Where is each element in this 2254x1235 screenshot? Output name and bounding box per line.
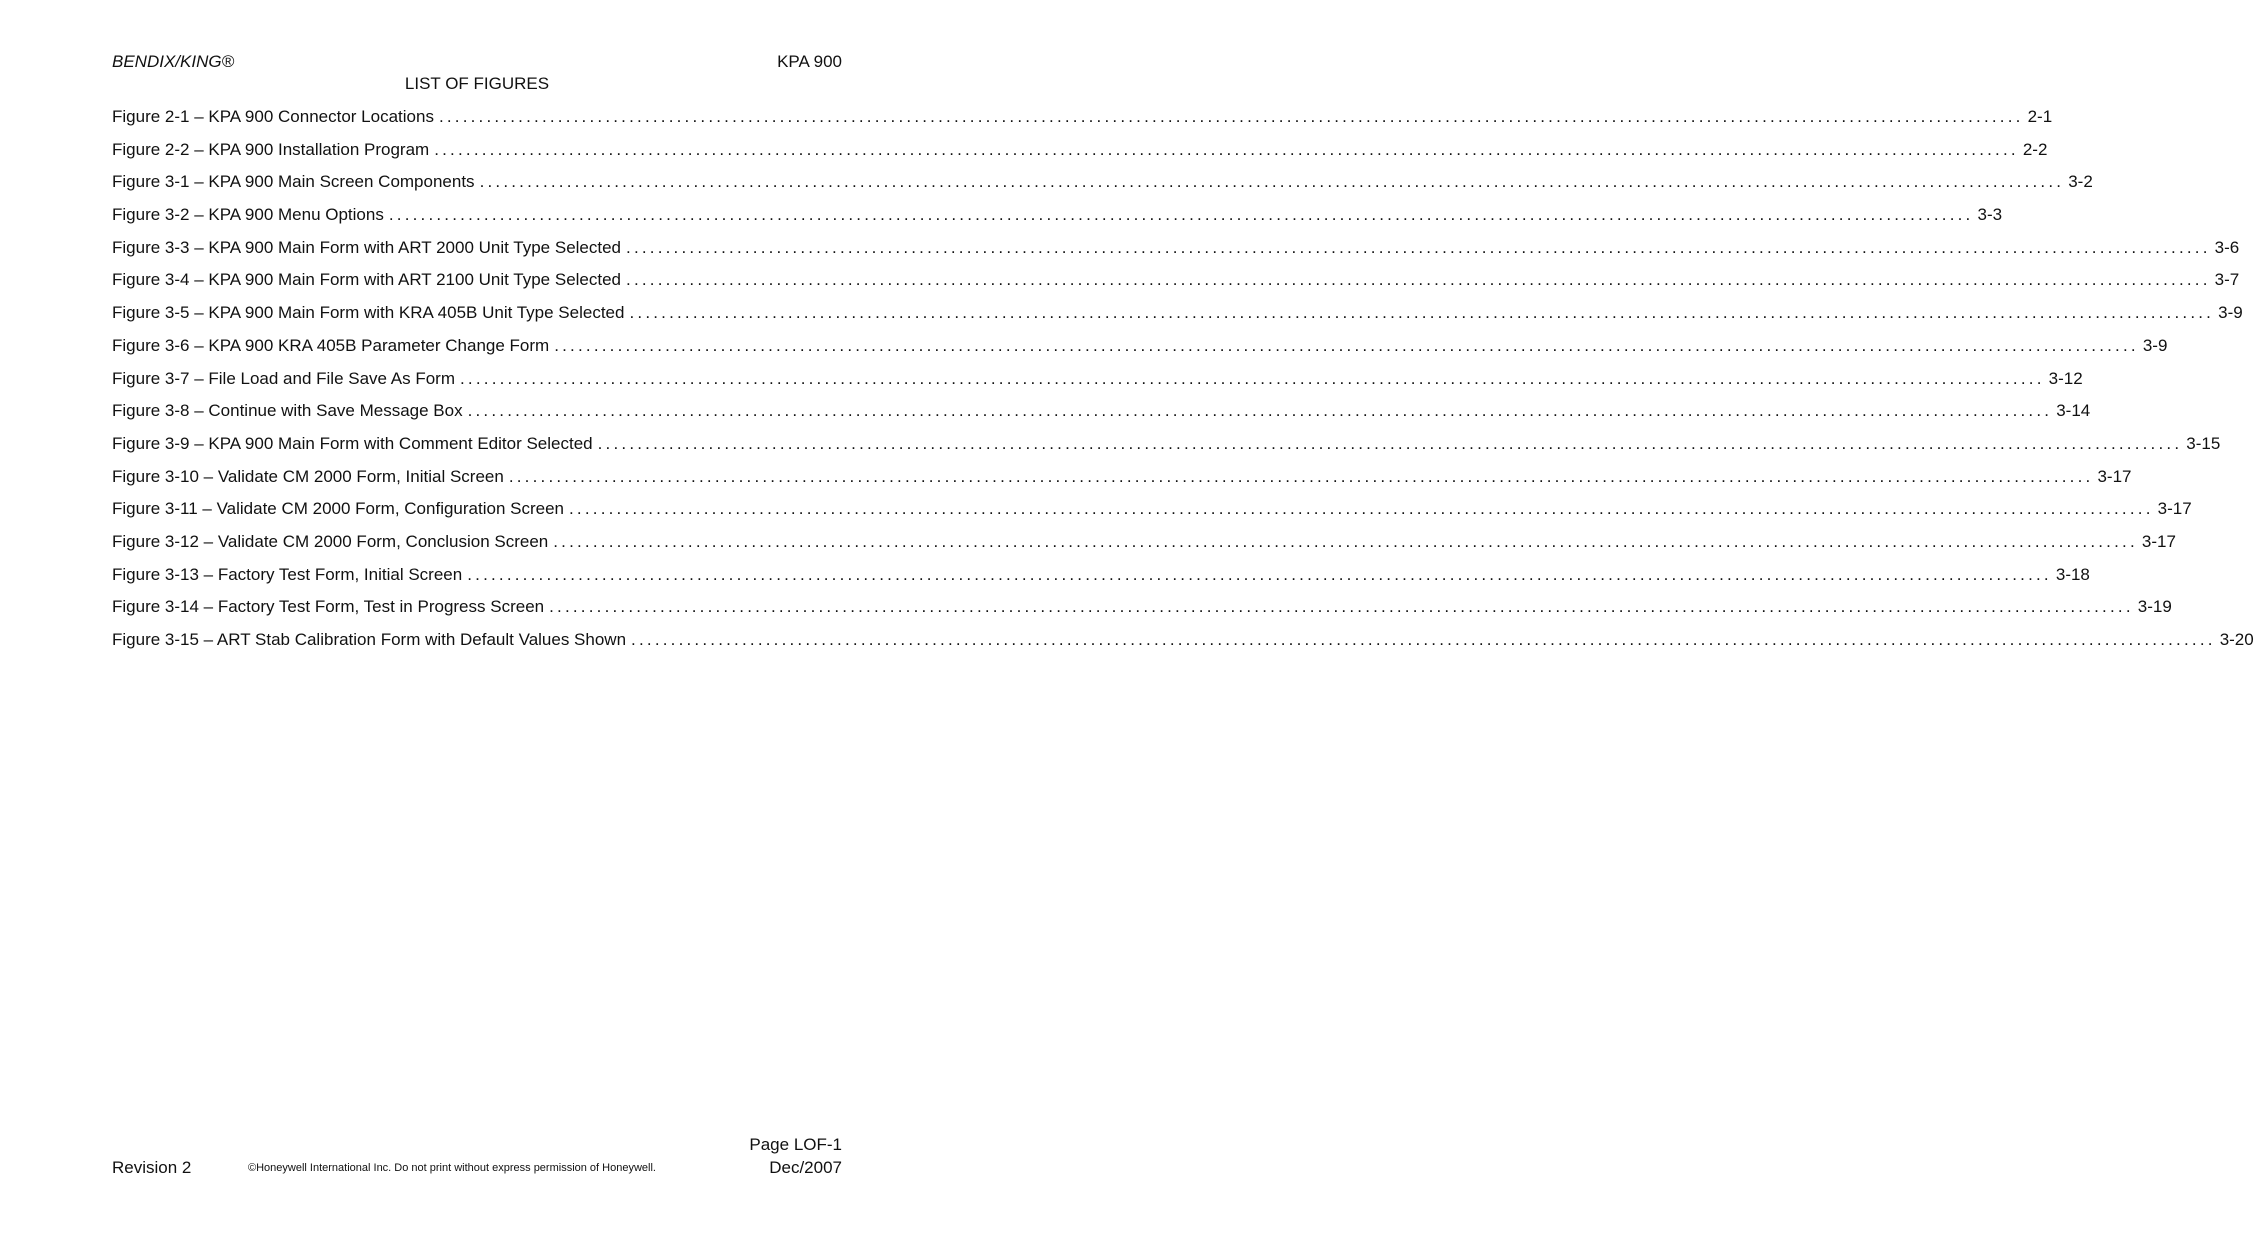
figure-title: Figure 3-7 – File Load and File Save As Form [112,368,455,388]
list-item[interactable] [112,499,2192,532]
list-item[interactable] [112,597,2172,630]
list-item[interactable] [112,564,2090,598]
footer-page-number: Page LOF-1 [749,1135,842,1154]
footer-revision: Revision 2 [112,1158,192,1177]
figure-title: Figure 2-2 – KPA 900 Installation Program [112,139,430,159]
figure-title: Figure 2-1 – KPA 900 Connector Locations [112,107,434,126]
list-item[interactable] [112,270,2240,303]
figure-page-number: 3-17 [2141,531,2176,551]
dot-leader: ........................................................................................................................................................................................................ [549,597,2134,617]
dot-leader: ........................................................................................................................................................................................................ [631,630,2216,649]
figure-page-number: 3-12 [2048,368,2083,388]
list-item[interactable] [112,466,2132,500]
figure-page-number: 3-17 [2097,466,2132,486]
list-item[interactable] [112,303,2243,336]
figure-title: Figure 3-1 – KPA 900 Main Screen Components [112,172,475,192]
dot-leader: ........................................................................................................................................................................................................ [434,139,2019,159]
figure-title: Figure 3-15 – ART Stab Calibration Form with Default Values Shown [112,630,627,649]
list-item[interactable] [112,531,2176,565]
list-of-figures [112,107,2254,663]
figure-title: Figure 3-8 – Continue with Save Message Box [112,401,463,421]
figure-title: Figure 3-13 – Factory Test Form, Initial Screen [112,564,463,584]
figure-title: Figure 3-14 – Factory Test Form, Test in Progress Screen [112,597,545,617]
figure-page-number: 3-14 [2056,401,2091,421]
figure-title: Figure 3-10 – Validate CM 2000 Form, Initial Screen [112,466,504,486]
figure-title: Figure 3-3 – KPA 900 Main Form with ART 2000 Unit Type Selected [112,237,622,257]
list-item[interactable] [112,139,2048,173]
dot-leader: ........................................................................................................................................................................................................ [467,564,2052,584]
footer-copyright: ©Honeywell International Inc. Do not print without express permission of Honeywell. [248,1162,656,1174]
header-product: KPA 900 [777,52,842,71]
figure-page-number: 3-20 [2219,630,2254,649]
figure-page-number: 3-9 [2218,303,2243,323]
figure-page-number: 3-2 [2068,172,2093,192]
figure-title: Figure 3-12 – Validate CM 2000 Form, Conclusion Screen [112,531,549,551]
dot-leader: ........................................................................................................................................................................................................ [626,237,2211,257]
figure-page-number: 2-1 [2027,107,2053,126]
figure-page-number: 3-7 [2214,270,2240,290]
figure-page-number: 3-3 [1977,205,2003,225]
figure-page-number: 3-15 [2186,433,2221,453]
figure-page-number: 3-17 [2157,499,2192,519]
footer-date: Dec/2007 [769,1158,842,1177]
figure-title: Figure 3-9 – KPA 900 Main Form with Comment Editor Selected [112,433,593,453]
list-item[interactable] [112,401,2091,434]
figure-page-number: 3-19 [2137,597,2172,617]
dot-leader: ........................................................................................................................................................................................................ [554,335,2139,355]
dot-leader: ........................................................................................................................................................................................................ [508,466,2094,486]
list-item[interactable] [112,630,2254,663]
figure-title: Figure 3-11 – Validate CM 2000 Form, Configuration Screen [112,499,564,519]
figure-title: Figure 3-2 – KPA 900 Menu Options [112,205,384,225]
dot-leader: ........................................................................................................................................................................................................ [629,303,2215,323]
list-item[interactable] [112,433,2221,467]
dot-leader: ........................................................................................................................................................................................................ [467,401,2053,421]
figure-page-number: 2-2 [2022,139,2048,159]
figure-title: Figure 3-6 – KPA 900 KRA 405B Parameter Change Form [112,335,550,355]
dot-leader: ........................................................................................................................................................................................................ [553,531,2138,551]
dot-leader: ........................................................................................................................................................................................................ [388,205,1974,225]
figure-page-number: 3-6 [2214,237,2240,257]
figure-page-number: 3-9 [2142,335,2168,355]
dot-leader: ........................................................................................................................................................................................................ [479,172,2065,192]
list-item[interactable] [112,368,2083,402]
dot-leader: ........................................................................................................................................................................................................ [569,499,2154,519]
page-title: LIST OF FIGURES [404,74,550,93]
dot-leader: ........................................................................................................................................................................................................ [597,433,2183,453]
dot-leader: ........................................................................................................................................................................................................ [460,368,2045,388]
figure-title: Figure 3-4 – KPA 900 Main Form with ART 2100 Unit Type Selected [112,270,622,290]
list-item[interactable] [112,335,2168,369]
header-brand: BENDIX/KING® [112,52,235,71]
figure-page-number: 3-18 [2055,564,2090,584]
list-item[interactable] [112,205,2003,238]
list-item[interactable] [112,237,2240,271]
dot-leader: ........................................................................................................................................................................................................ [438,107,2024,126]
figure-title: Figure 3-5 – KPA 900 Main Form with KRA 405B Unit Type Selected [112,303,625,323]
list-item[interactable] [112,172,2093,205]
dot-leader: ........................................................................................................................................................................................................ [626,270,2211,290]
list-item[interactable] [112,107,2053,140]
